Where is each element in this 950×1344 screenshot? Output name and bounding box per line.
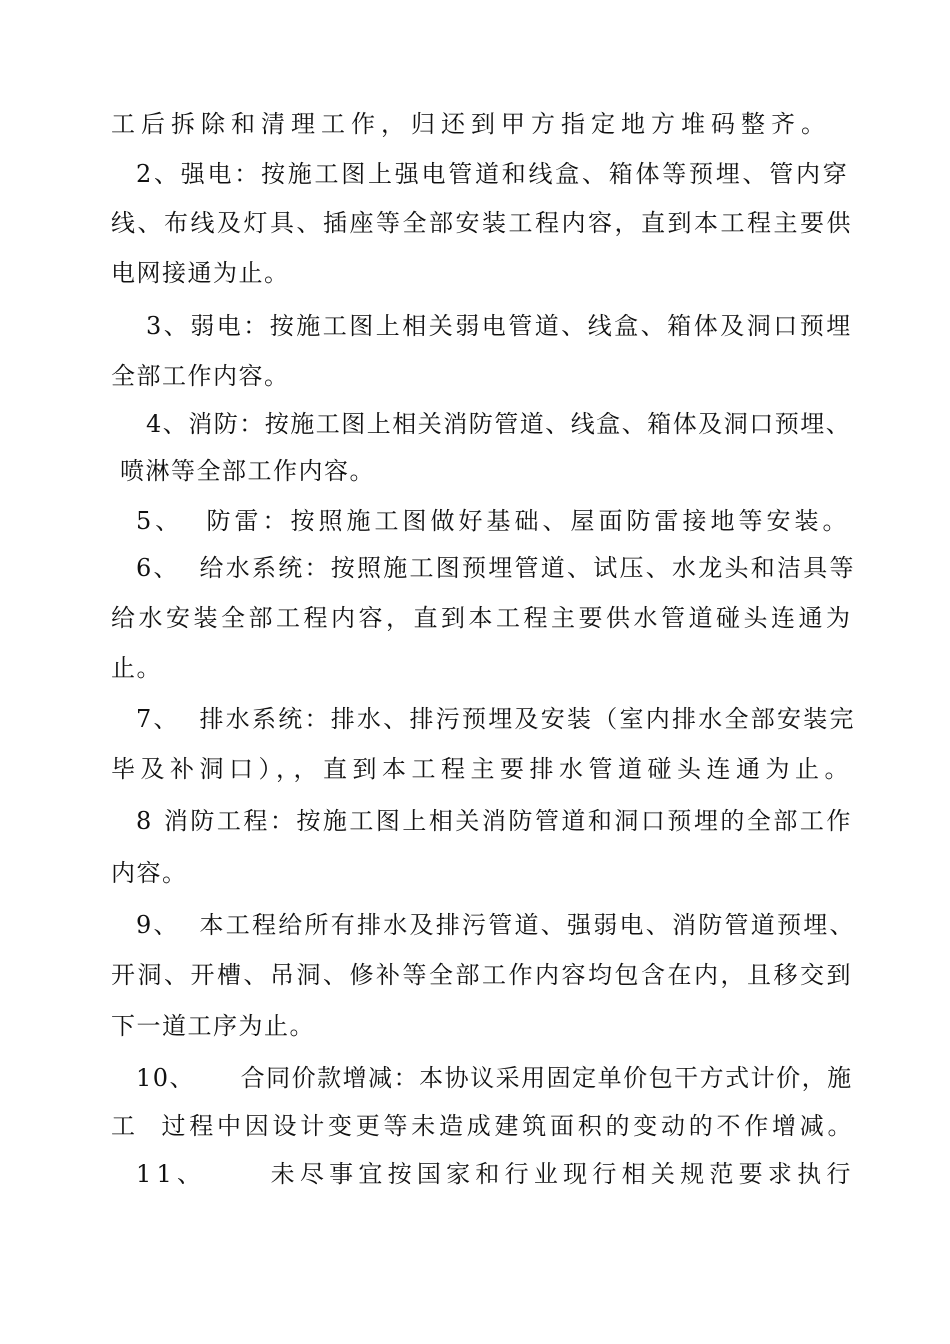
text-line-17: 9、 本工程给所有排水及排污管道、强弱电、消防管道预埋、 [136,911,856,939]
text-line-9: 5、 防雷：按照施工图做好基础、屋面防雷接地等安装。 [136,507,851,535]
text-line-16: 内容。 [111,859,188,887]
text-line-13: 7、 排水系统：排水、排污预埋及安装（室内排水全部安装完 [136,705,856,733]
text-line-6: 全部工作内容。 [111,362,290,390]
text-line-15: 8 消防工程：按施工图上相关消防管道和洞口预埋的全部工作 [136,807,853,835]
text-line-8: 喷淋等全部工作内容。 [120,457,375,485]
text-line-4: 电网接通为止。 [111,259,290,287]
text-line-21: 工 过程中因设计变更等未造成建筑面积的变动的不作增减。 [111,1112,856,1140]
text-line-10: 6、 给水系统：按照施工图预埋管道、试压、水龙头和洁具等 [136,554,856,582]
text-line-18: 开洞、开槽、吊洞、修补等全部工作内容均包含在内，且移交到 [111,961,853,989]
text-line-7: 4、消防：按施工图上相关消防管道、线盒、箱体及洞口预埋、 [146,410,852,438]
text-line-11: 给水安装全部工程内容，直到本工程主要供水管道碰头连通为 [111,604,854,632]
text-line-2: 2、强电：按施工图上强电管道和线盒、箱体等预埋、管内穿 [136,160,850,188]
text-line-19: 下一道工序为止。 [111,1012,315,1040]
text-line-12: 止。 [111,654,162,682]
text-line-5: 3、弱电：按施工图上相关弱电管道、线盒、箱体及洞口预埋 [146,312,853,340]
text-line-20: 10、 合同价款增减：本协议采用固定单价包干方式计价，施 [136,1064,853,1092]
text-line-1: 工后拆除和清理工作，归还到甲方指定地方堆码整齐。 [111,110,831,138]
text-line-3: 线、布线及灯具、插座等全部安装工程内容，直到本工程主要供 [111,209,853,237]
text-line-14: 毕及补洞口），，直到本工程主要排水管道碰头连通为止。 [111,755,854,783]
text-line-22: 11、 未尽事宜按国家和行业现行相关规范要求执行 [136,1160,856,1188]
